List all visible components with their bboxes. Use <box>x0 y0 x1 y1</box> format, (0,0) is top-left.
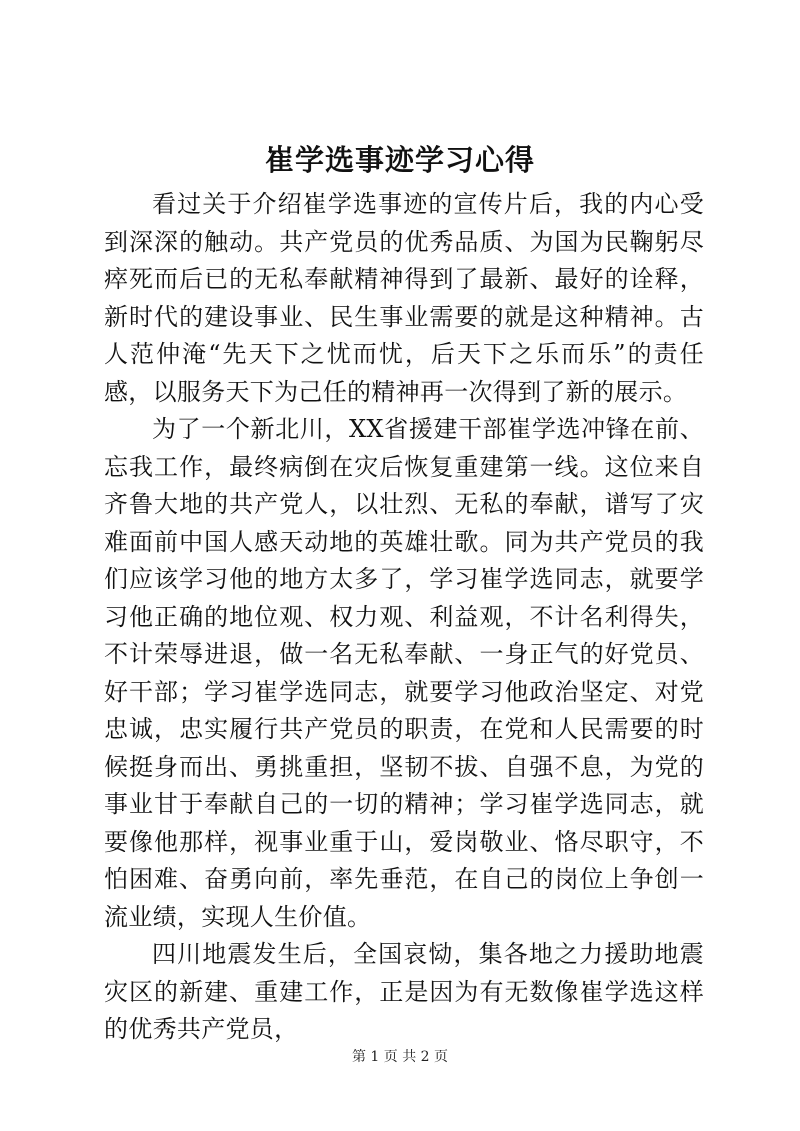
document-title: 崔学选事迹学习心得 <box>264 143 535 177</box>
document-body <box>104 186 704 1049</box>
page-footer: 第 1 页 共 2 页 <box>351 1049 449 1065</box>
paragraph-3: 四川地震发生后，全国哀恸，集各地之力援助地震灾区的新建、重建工作，正是因为有无数像崔学选这样的优秀共产党员， <box>104 940 704 1043</box>
paragraph-1: 看过关于介绍崔学选事迹的宣传片后，我的内心受到深深的触动。共产党员的优秀品质、为国为民鞠躬尽瘁死而后已的无私奉献精神得到了最新、最好的诠释，新时代的建设事业、民生事业需要的就是这种精神。古人范仲淹“先天下之忧而忧，后天下之乐而乐”的责任感，以服务天下为己任的精神再一次得到了新的展示。 <box>104 190 704 406</box>
paragraph-2: 为了一个新北川，XX省援建干部崔学选冲锋在前、忘我工作，最终病倒在灾后恢复重建第一线。这位来自齐鲁大地的共产党人，以壮烈、无私的奉献，谱写了灾难面前中国人感天动地的英雄壮歌。同为共产党员的我们应该学习他的地方太多了，学习崔学选同志，就要学习他正确的地位观、权力观、利益观，不计名利得失，不计荣辱进退，做一名无私奉献、一身正气的好党员、好干部；学习崔学选同志，就要学习他政治坚定、对党忠诚，忠实履行共产党员的职责，在党和人民需要的时候挺身而出、勇挑重担，坚韧不拔、自强不息，为党的事业甘于奉献自己的一切的精神；学习崔学选同志，就要像他那样，视事业重于山，爱岗敬业、恪尽职守，不怕困难、奋勇向前，率先垂范，在自己的岗位上争创一流业绩，实现人生价值。 <box>104 415 704 931</box>
